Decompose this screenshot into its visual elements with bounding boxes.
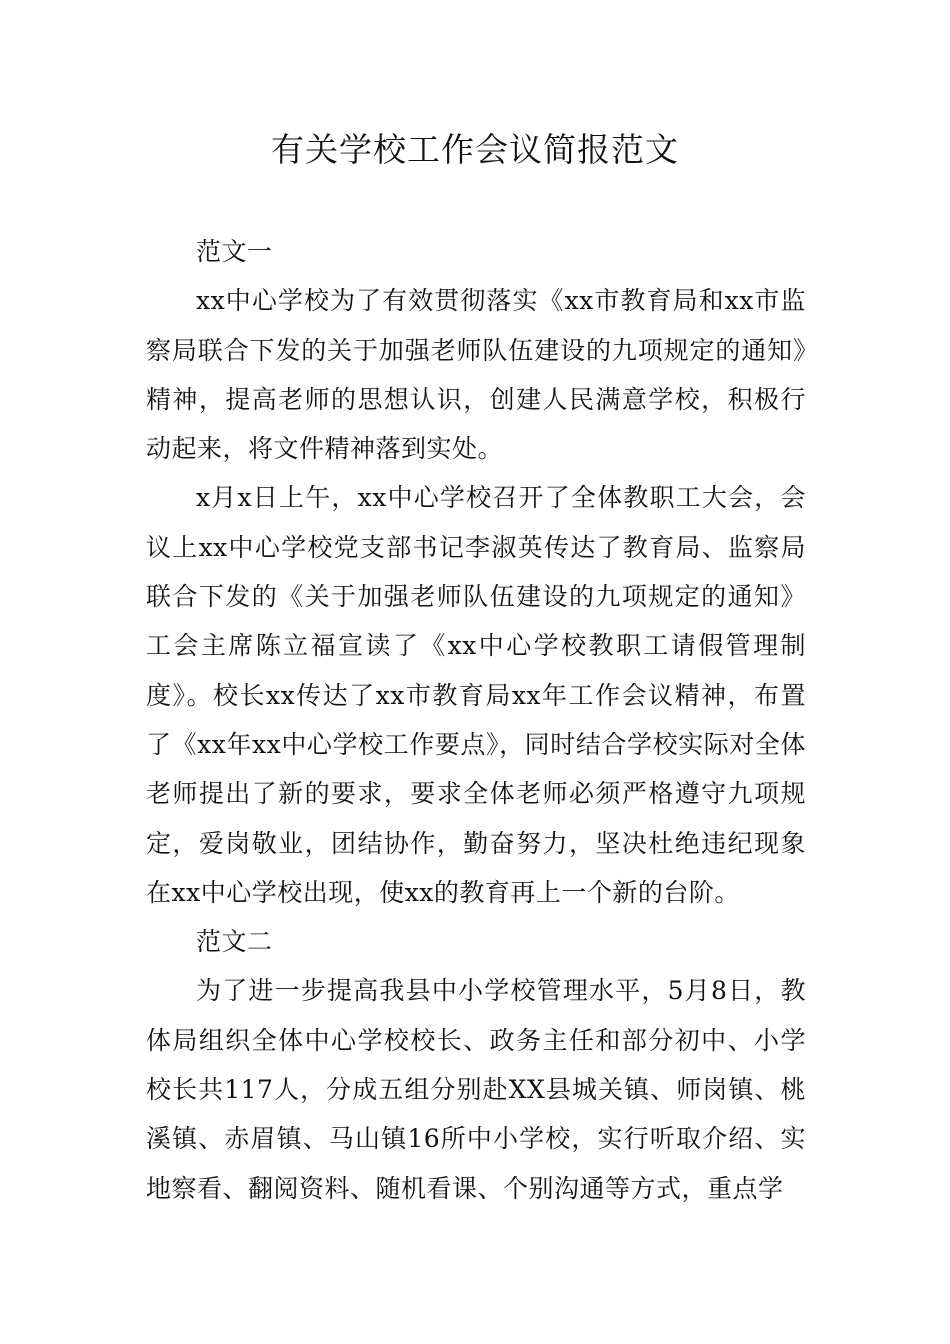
- section-heading-2: 范文二: [196, 927, 273, 957]
- section-heading-1: 范文一: [196, 237, 273, 266]
- paragraph-3: 为了进一步提高我县中小学校管理水平，5月8日，教体局组织全体中心学校校长、政务主任和部分初中、小学校长共117人，分成五组分别赴XX县城关镇、师岗镇、桃溪镇、赤眉镇、马山镇16所中小学校，实行听取介绍、实地察看、翻阅资料、随机看课、个别沟通等方式，重点学: [146, 976, 806, 1203]
- document-body: [146, 227, 806, 1213]
- paragraph-1: xx中心学校为了有效贯彻落实《xx市教育局和xx市监察局联合下发的关于加强老师队伍建设的九项规定的通知》精神，提高老师的思想认识，创建人民满意学校，积极行动起来，将文件精神落到实处。: [146, 286, 806, 464]
- paragraph-2: x月x日上午，xx中心学校召开了全体教职工大会，会议上xx中心学校党支部书记李淑英传达了教育局、监察局联合下发的《关于加强老师队伍建设的九项规定的通知》工会主席陈立福宣读了《xx中心学校教职工请假管理制度》。校长xx传达了xx市教育局xx年工作会议精神，布置了《xx年xx中心学校工作要点》，同时结合学校实际对全体老师提出了新的要求，要求全体老师必须严格遵守九项规定，爱岗敬业，团结协作，勤奋努力，坚决杜绝违纪现象在xx中心学校出现，使xx的教育再上一个新的台阶。: [146, 483, 806, 907]
- document-title: 有关学校工作会议简报范文: [271, 130, 679, 169]
